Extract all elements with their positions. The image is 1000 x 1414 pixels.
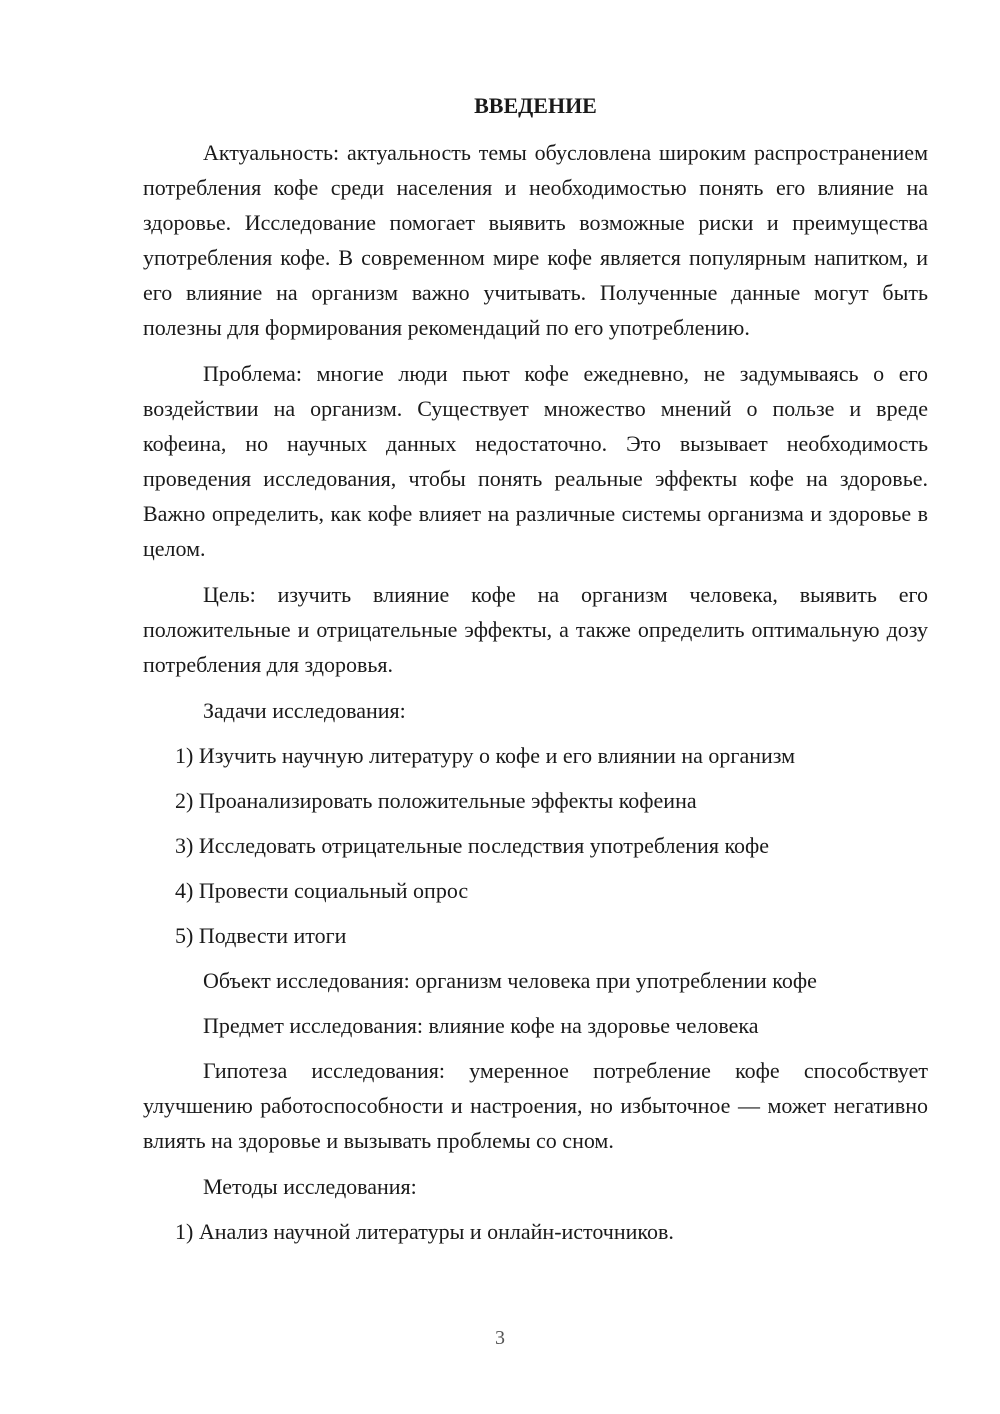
relevance-paragraph: Актуальность: актуальность темы обусловлена широким распространением потребления кофе среди населения и необходимостью понять его влияние на здоровье. Исследование помогает выявить возможные риски и преимущества употребления кофе. В современном мире кофе является популярным напитком, и его влияние на организм важно учитывать. Полученные данные могут быть полезны для формирования рекомендаций по его употреблению. (143, 140, 928, 340)
list-item: 2) Проанализировать положительные эффекты кофеина (175, 788, 697, 813)
goal-paragraph: Цель: изучить влияние кофе на организм человека, выявить его положительные и отрицательные эффекты, а также определить оптимальную дозу потребления для здоровья. (143, 582, 928, 677)
tasks-list (143, 738, 928, 953)
object-line: Объект исследования: организм человека при употреблении кофе (203, 968, 817, 993)
list-item: 4) Провести социальный опрос (175, 878, 469, 903)
list-item: 5) Подвести итоги (175, 923, 347, 948)
list-item: 1) Анализ научной литературы и онлайн-источников. (175, 1219, 674, 1244)
methods-title: Методы исследования: (203, 1174, 417, 1199)
section-heading: ВВЕДЕНИЕ (474, 93, 597, 118)
document-page (143, 88, 928, 1259)
problem-paragraph: Проблема: многие люди пьют кофе ежедневно, не задумываясь о его воздействии на организм. Существует множество мнений о пользе и вреде кофеина, но научных данных недостаточно. Это вызывает необходимость проведения исследования, чтобы понять реальные эффекты кофе на здоровье. Важно определить, как кофе влияет на различные системы организма и здоровье в целом. (143, 361, 928, 561)
tasks-title: Задачи исследования: (203, 698, 406, 723)
hypothesis-paragraph: Гипотеза исследования: умеренное потребление кофе способствует улучшению работоспособности и настроения, но избыточное — может негативно влиять на здоровье и вызывать проблемы со сном. (143, 1058, 928, 1153)
subject-line: Предмет исследования: влияние кофе на здоровье человека (203, 1013, 759, 1038)
list-item: 3) Исследовать отрицательные последствия употребления кофе (175, 833, 770, 858)
list-item: 1) Изучить научную литературу о кофе и его влиянии на организм (175, 743, 796, 768)
methods-list (143, 1214, 928, 1249)
page-number: 3 (495, 1327, 505, 1349)
